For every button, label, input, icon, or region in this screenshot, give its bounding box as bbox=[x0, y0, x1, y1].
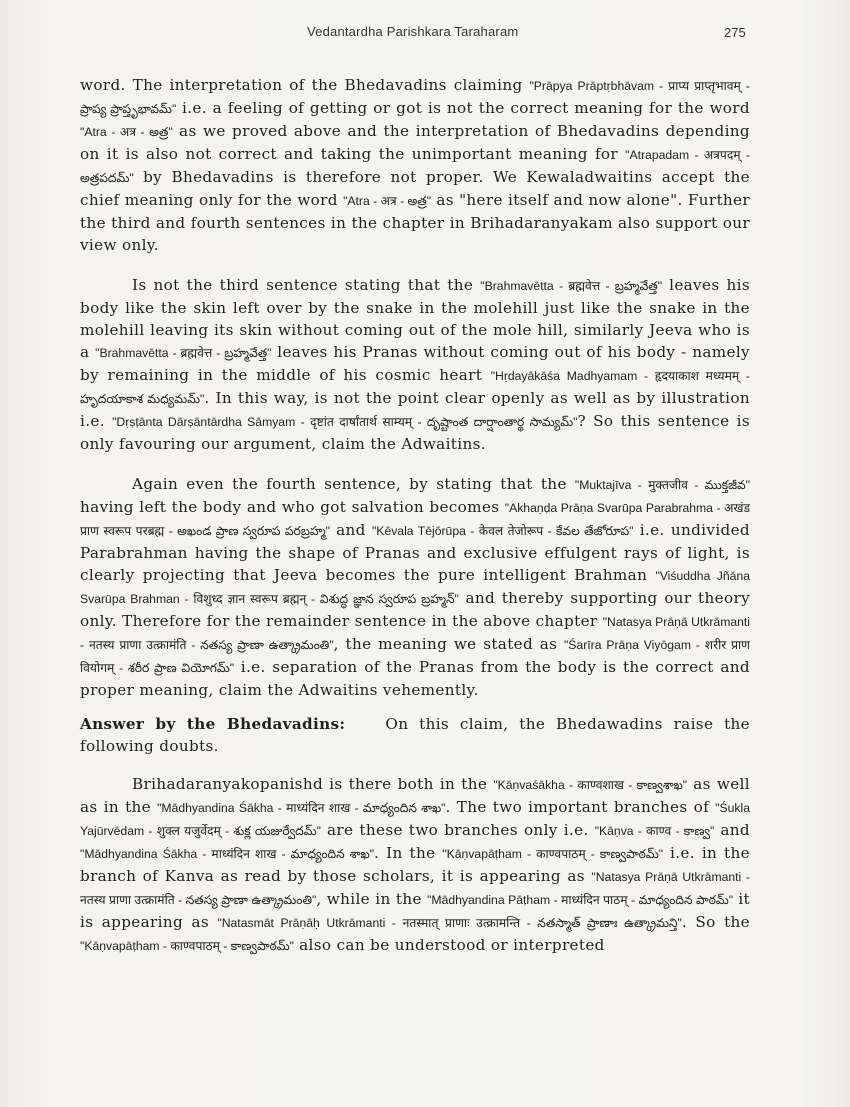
paragraph-5 bbox=[80, 773, 750, 957]
paragraph-text: as we proved above and the interpretation of Bhedavadins depending on it is also not correct and taking the unimportant meaning for bbox=[80, 122, 750, 163]
paragraph-text: as well as in the bbox=[80, 775, 750, 816]
sanskrit-term: "Atrapadam - अत्रपदम् - అత్రపదమ్" bbox=[80, 148, 750, 185]
paragraph-text: . In this way, is not the point clear openly as well as by illustration i.e. bbox=[80, 389, 750, 430]
paragraph-text: ? So this sentence is only favouring our argument, claim the Adwaitins. bbox=[80, 412, 750, 453]
paragraph-text: . In the bbox=[374, 844, 443, 862]
paragraph-3 bbox=[80, 473, 750, 701]
paragraph-text: Brihadaranyakopanishd is there both in the bbox=[132, 775, 494, 793]
paragraph-text: it is appearing as bbox=[80, 890, 750, 931]
sanskrit-term: "Śukla Yajūrvēdam - शुक्ल यजुर्वेदम् - శుక్ల యజుర్వేదమ్" bbox=[80, 801, 751, 838]
sanskrit-term: "Mādhyandina Pāṭham - माध्यंदिन पाठम् - మాధ్యందిన పాఠమ్" bbox=[427, 893, 734, 907]
paragraph-text: and bbox=[329, 521, 372, 539]
sanskrit-term: "Atra - अत्र - అత్ర" bbox=[80, 125, 173, 139]
paragraph-text: leaves his body like the skin left over by the snake in the molehill just like the snake in the molehill leaving its skin without coming out of the mole hill, similarly Jeeva who is a bbox=[80, 276, 750, 361]
paragraph-text: i.e. in the branch of Kanva as read by those scholars, it is appearing as bbox=[80, 844, 750, 885]
sanskrit-term: "Śarīra Prāṇa Viyōgam - शरीर प्राण वियोगम् - శరీర ప్రాణ వియోగమ్" bbox=[80, 638, 750, 675]
sanskrit-term: "Viśuddha Jñāna Svarūpa Brahman - विशुध्द ज्ञान स्वरूप ब्रह्मन् - విశుద్ధ జ్ఞాన స్వరూప బ్రహ్మన్" bbox=[80, 569, 750, 606]
paragraph-text: i.e. separation of the Pranas from the body is the correct and proper meaning, claim the Adwaitins vehemently. bbox=[80, 658, 751, 699]
paragraph-answer bbox=[80, 713, 750, 757]
paragraph-2 bbox=[80, 274, 750, 455]
paragraph-text: Is not the third sentence stating that the bbox=[132, 276, 481, 294]
sanskrit-term: "Atra - अत्र - అత్ర" bbox=[343, 194, 432, 208]
paragraph-text: i.e. undivided Parabrahman having the shape of Pranas and exclusive effulgent rays of light, is clearly projecting that Jeeva becomes the pure intelligent Brahman bbox=[80, 521, 751, 584]
paragraph-text: are these two branches only i.e. bbox=[320, 821, 595, 839]
sanskrit-term: "Kēvala Tējōrūpa - केवल तेजोरूप - కేవల తేజోరూప" bbox=[371, 524, 634, 538]
sanskrit-term: "Mādhyandina Śākha - माध्यंदिन शाख - మాధ్యందిన శాఖ" bbox=[80, 847, 375, 861]
sanskrit-term: "Hṛdayākāśa Madhyamam - हृदयाकाश मध्यमम् - హృదయాకాశ మధ్యమమ్" bbox=[80, 369, 750, 406]
sanskrit-term: "Natasmāt Prāṇāḥ Utkrāmanti - नतस्मात् प्राणाः उत्क्रामन्ति - నతస్మాత్ ప్రాణాః ఉత్క్రామన్తి" bbox=[217, 916, 682, 930]
paragraph-text: and thereby supporting our theory only. Therefore for the remainder sentence in the above chapter bbox=[80, 589, 750, 630]
paragraph-text: . The two important branches of bbox=[445, 798, 716, 816]
sanskrit-term: "Brahmavētta - ब्रह्मवेत्त - బ్రహ్మవేత్త" bbox=[480, 279, 663, 293]
paragraph-text: by Bhedavadins is therefore not proper. We Kewaladwaitins accept the chief meaning only for the word bbox=[80, 168, 750, 209]
answer-text: On this claim, the Bhedawadins raise the following doubts. bbox=[80, 715, 751, 755]
paragraph-text: having left the body and who got salvation becomes bbox=[80, 498, 505, 516]
sanskrit-term: "Natasya Prāṇā Utkrāmanti - नतस्य प्राणा उत्क्रामंति - నతస్య ప్రాణా ఉత్క్రామంతి" bbox=[80, 870, 750, 907]
section-heading: Answer by the Bhedavadins: bbox=[80, 715, 346, 733]
sanskrit-term: "Kāṇvapāṭham - काण्वपाठम् - కాణ్వపాఠమ్" bbox=[80, 939, 294, 953]
sanskrit-term: "Brahmavētta - ब्रह्मवेत्त - బ్రహ్మవేత్త" bbox=[95, 346, 272, 360]
paragraph-text: also can be understood or interpreted bbox=[293, 936, 605, 954]
paragraph-text: and bbox=[714, 821, 750, 839]
paragraph-text: leaves his Pranas without coming out of his body - namely by remaining in the middle of his cosmic heart bbox=[80, 343, 750, 384]
sanskrit-term: "Kāṇva - काण्व - కాణ్వ" bbox=[594, 824, 715, 838]
sanskrit-term: "Kāṇvapāṭham - काण्वपाठम् - కాణ్వపాఠమ్" bbox=[442, 847, 664, 861]
paragraph-1 bbox=[80, 74, 750, 256]
paragraph-text: , the meaning we stated as bbox=[333, 635, 564, 653]
paragraph-text: , while in the bbox=[316, 890, 428, 908]
sanskrit-term: "Prāpya Prāptṛbhāvam - प्राप्य प्राप्तृभावम् - ప్రాప్య ప్రాప్తృభావమ్" bbox=[80, 79, 750, 116]
paragraph-text: word. The interpretation of the Bhedavadins claiming bbox=[80, 76, 530, 94]
page-body bbox=[80, 74, 750, 957]
paragraph-text: i.e. a feeling of getting or got is not the correct meaning for the word bbox=[176, 99, 750, 117]
running-title: Vedantardha Parishkara Taraharam bbox=[307, 24, 519, 39]
sanskrit-term: "Kāṇvaśākha - काण्वशाख - కాణ్వశాఖ" bbox=[493, 778, 688, 792]
paragraph-text: . So the bbox=[681, 913, 750, 931]
sanskrit-term: "Mādhyandina Śākha - माध्यंदिन शाख - మాధ్యందిన శాఖ" bbox=[157, 801, 446, 815]
sanskrit-term: "Akhaṇḍa Prāṇa Svarūpa Parabrahma - अखंड प्राण स्वरूप परब्रह्म - అఖండ ప్రాణ స్వరూప పరబ్రహ్మ" bbox=[80, 501, 750, 538]
page-number: 275 bbox=[724, 25, 746, 40]
sanskrit-term: "Natasya Prāṇā Utkrāmanti - नतस्य प्राणा उत्क्रामंति - నతస్య ప్రాణా ఉత్క్రామంతి" bbox=[80, 615, 750, 652]
sanskrit-term: "Muktajīva - मुक्तजीव - ముక్తజీవ" bbox=[574, 478, 750, 492]
paragraph-text: as "here itself and now alone". Further the third and fourth sentences in the chapter in Brihadaranyakam also support our view only. bbox=[80, 191, 750, 254]
sanskrit-term: "Dṛṣṭānta Dārṣāntārdha Sāmyam - दृष्टांत दार्षांतार्थ साम्यम् - దృష్టాంత దార్షాంతార్థ సామ్యమ్" bbox=[112, 415, 578, 429]
paragraph-text: Again even the fourth sentence, by stating that the bbox=[132, 475, 575, 493]
